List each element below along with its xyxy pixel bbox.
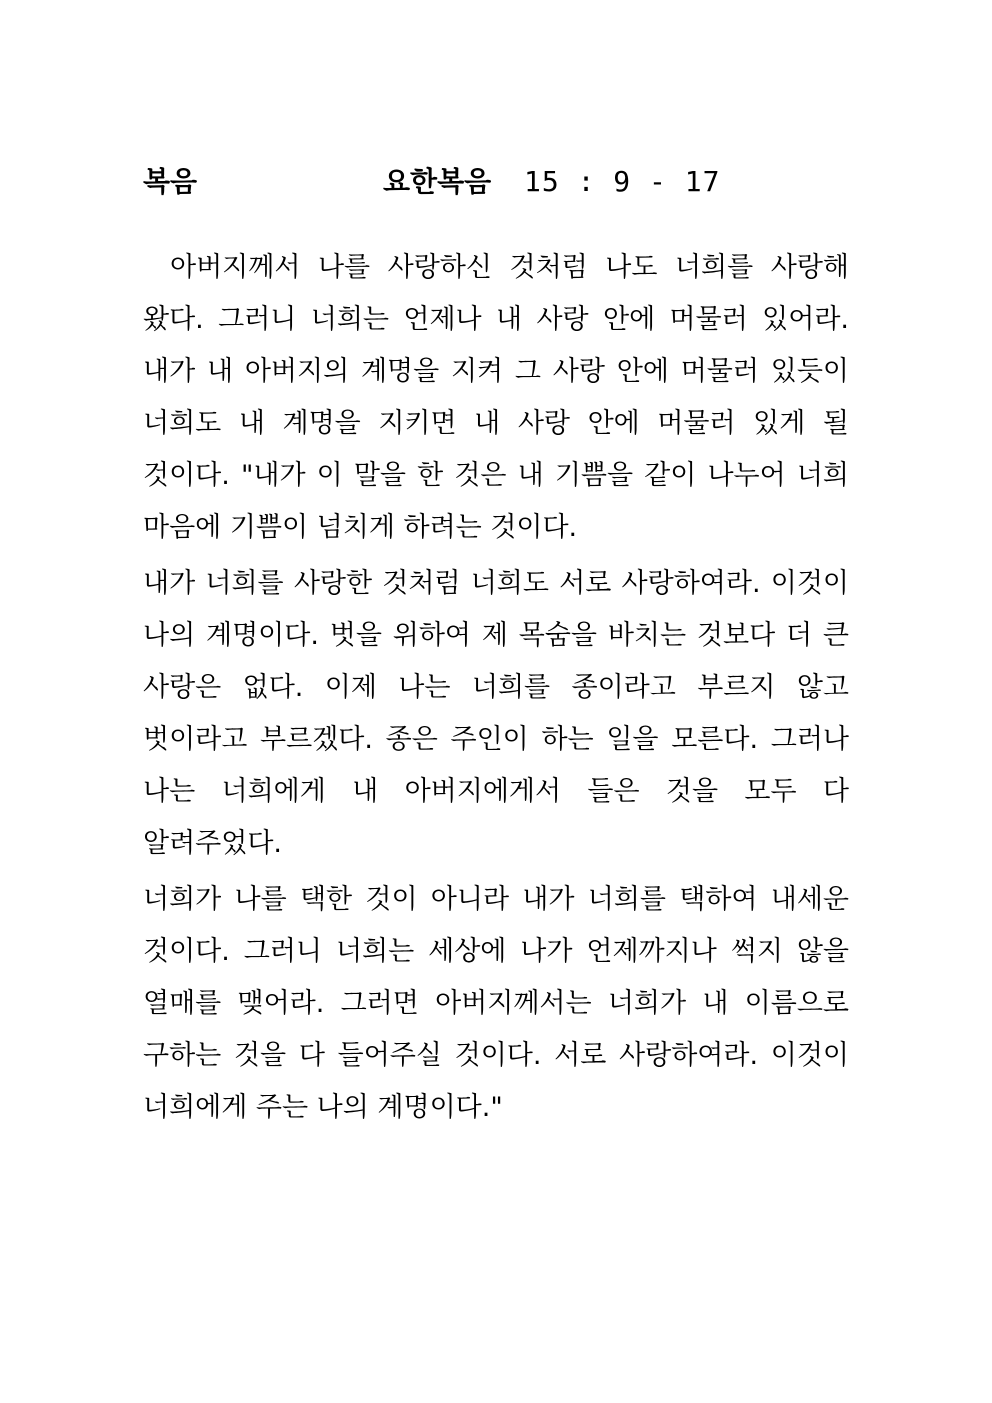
reading-text	[143, 242, 849, 1138]
chapter-verse-reference: 15 : 9 - 17	[524, 165, 721, 198]
reading-heading	[143, 160, 863, 204]
section-label: 복음	[143, 165, 198, 198]
paragraph-2: 내가 너희를 사랑한 것처럼 너희도 서로 사랑하여라. 이것이 나의 계명이다. 벗을 위하여 제 목숨을 바치는 것보다 더 큰 사랑은 없다. 이제 나는 너희를 종이라고 부르지 않고 벗이라고 부르겠다. 종은 주인이 하는 일을 모른다. 그러나 나는 너희에게 내 아버지에게서 들은 것을 모두 다 알려주었다.	[143, 568, 849, 859]
book-title: 요한복음	[383, 165, 492, 198]
paragraph-3: 너희가 나를 택한 것이 아니라 내가 너희를 택하여 내세운 것이다. 그러니 너희는 세상에 나가 언제까지나 썩지 않을 열매를 맺어라. 그러면 아버지께서는 너희가 내 이름으로 구하는 것을 다 들어주실 것이다. 서로 사랑하여라. 이것이 너희에게 주는 나의 계명이다."	[143, 884, 849, 1123]
paragraph-1: 아버지께서 나를 사랑하신 것처럼 나도 너희를 사랑해 왔다. 그러니 너희는 언제나 내 사랑 안에 머물러 있어라. 내가 내 아버지의 계명을 지켜 그 사랑 안에 머물러 있듯이 너희도 내 계명을 지키면 내 사랑 안에 머물러 있게 될 것이다. "내가 이 말을 한 것은 내 기쁨을 같이 나누어 너희 마음에 기쁨이 넘치게 하려는 것이다.	[143, 252, 849, 543]
